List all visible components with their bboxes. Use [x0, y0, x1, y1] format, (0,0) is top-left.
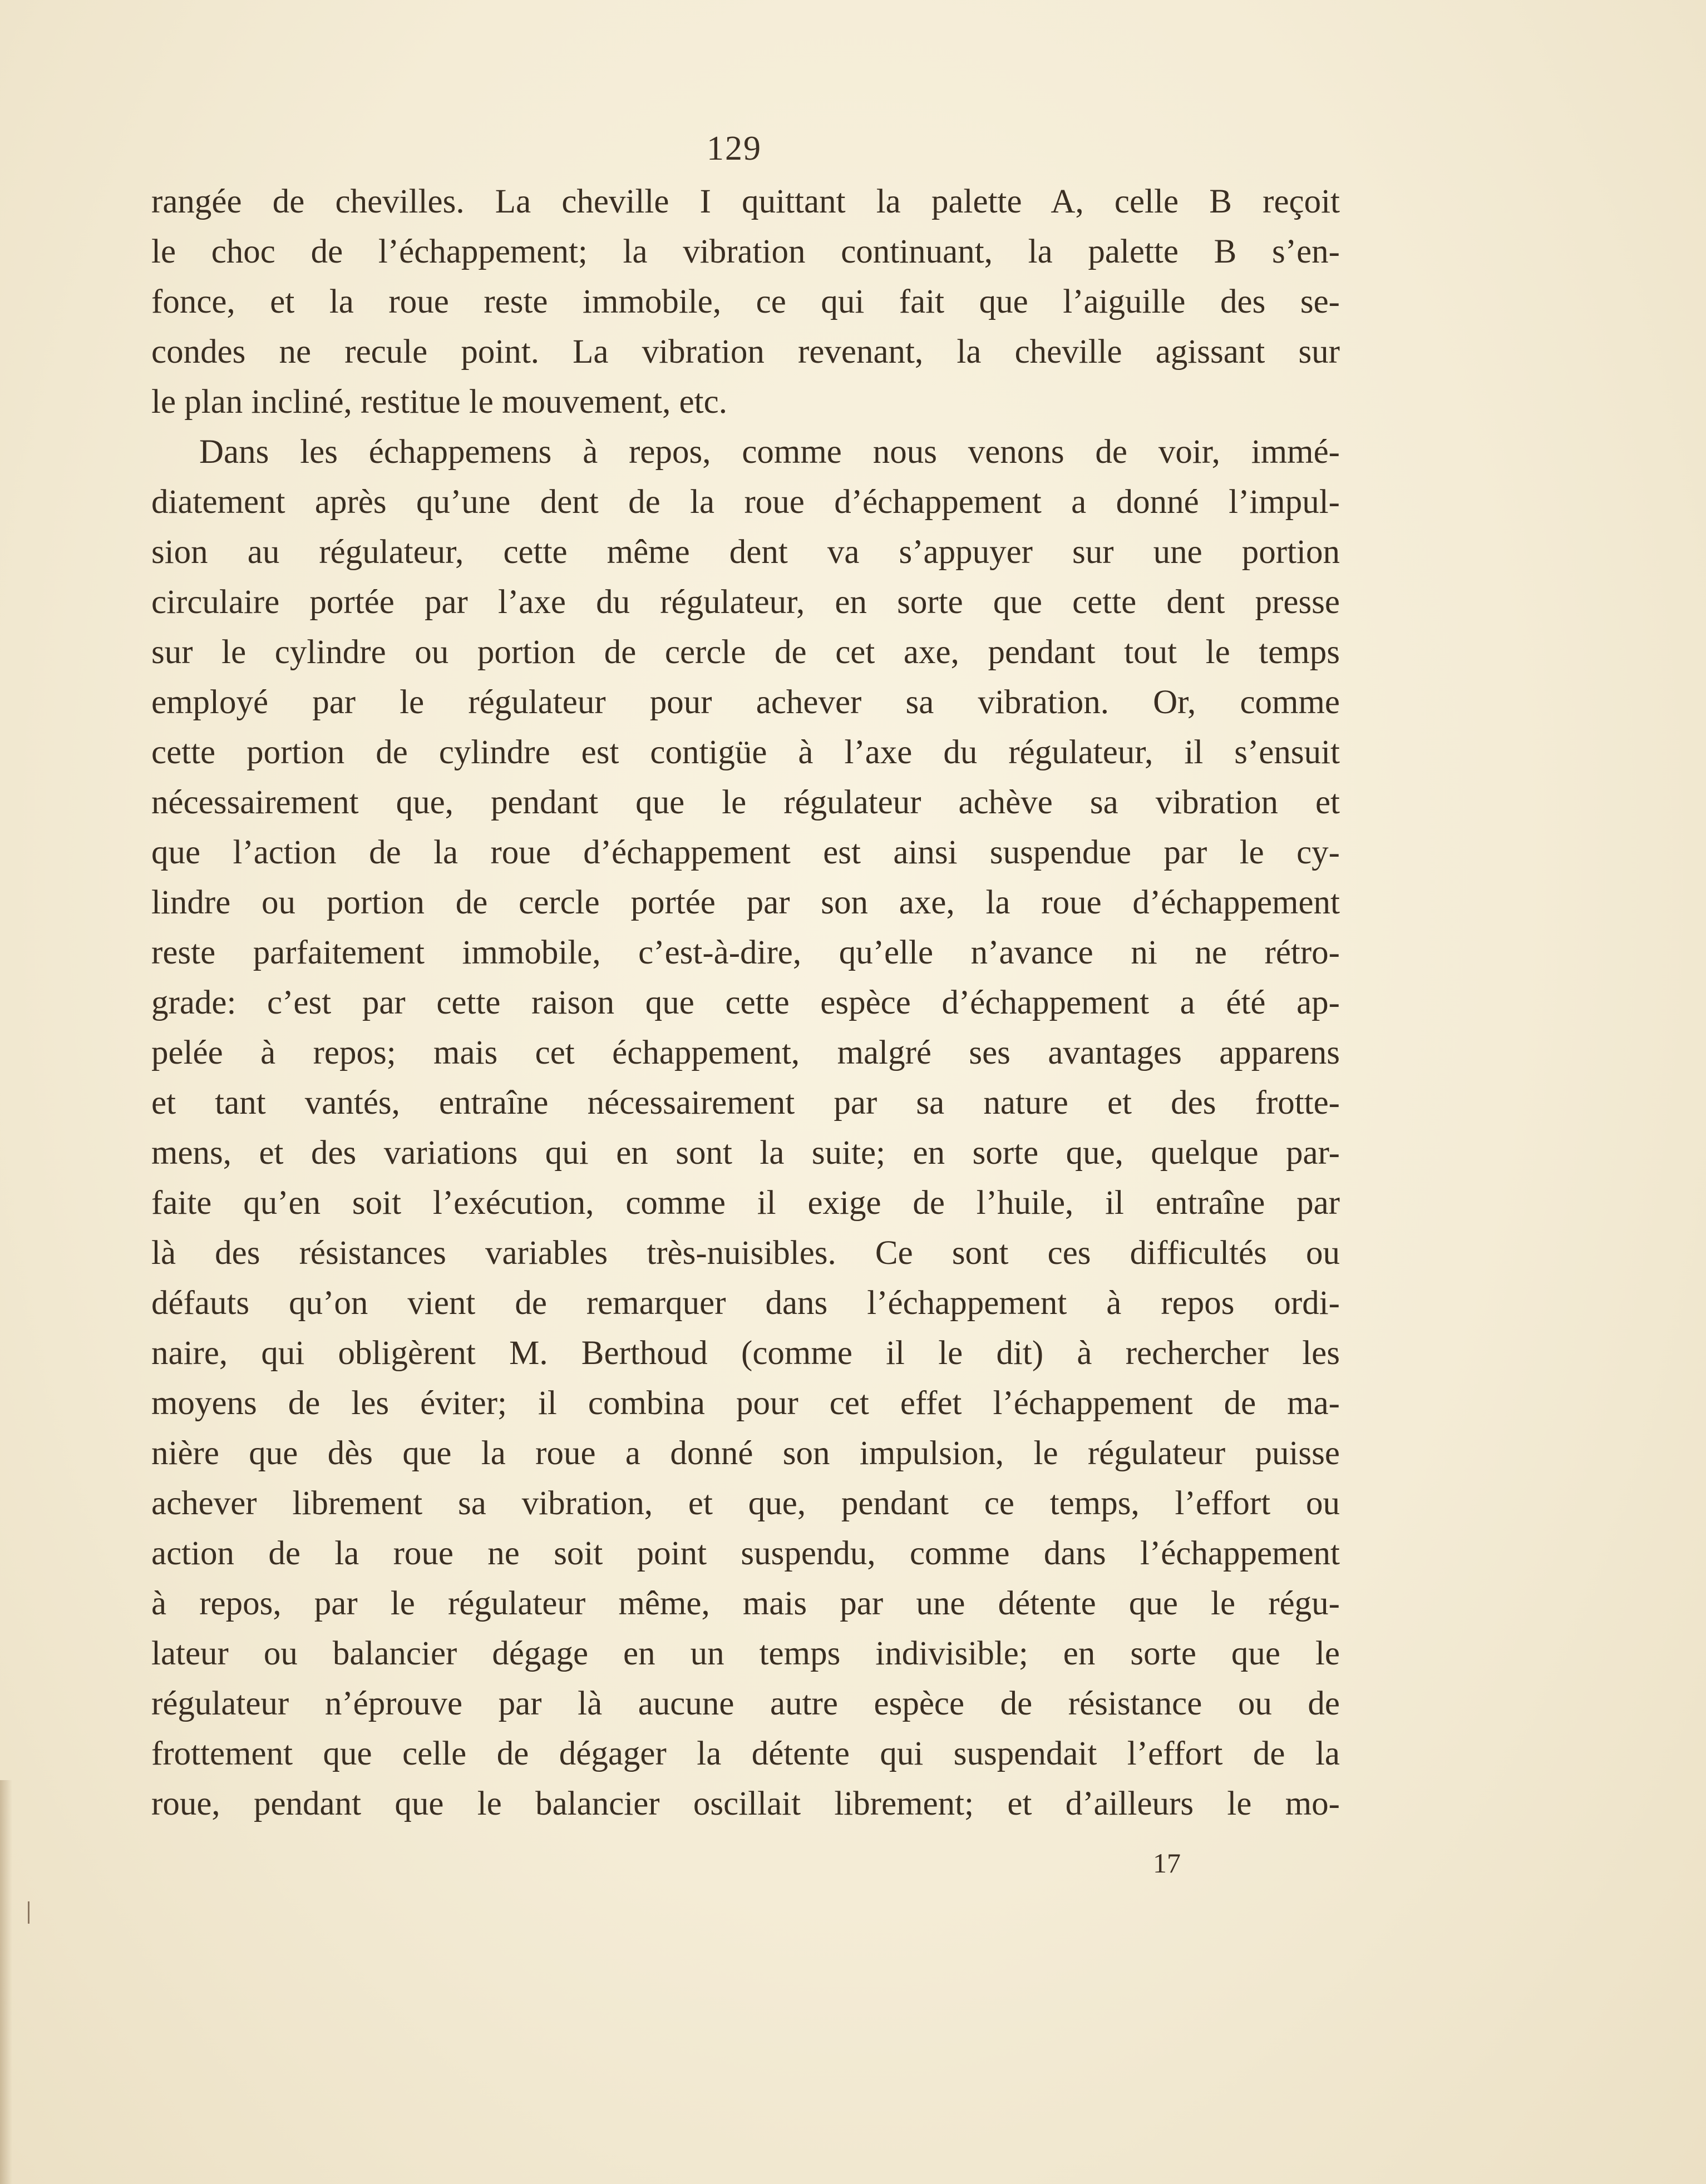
- text-line: lateur ou balancier dégage en un temps indivisible; en sorte que le: [151, 1635, 1340, 1672]
- text-line: pelée à repos; mais cet échappement, malgré ses avantages apparens: [151, 1034, 1340, 1071]
- text-line: lindre ou portion de cercle portée par son axe, la roue d’échappement: [151, 884, 1340, 921]
- text-line: grade: c’est par cette raison que cette espèce d’échappement a été ap-: [151, 984, 1340, 1021]
- text-line: sion au régulateur, cette même dent va s’appuyer sur une portion: [151, 533, 1340, 571]
- text-line: reste parfaitement immobile, c’est-à-dire, qu’elle n’avance ni ne rétro-: [151, 934, 1340, 971]
- signature-mark: 17: [1153, 1847, 1181, 1879]
- text-line: diatement après qu’une dent de la roue d’échappement a donné l’impul-: [151, 483, 1340, 521]
- text-line: nécessairement que, pendant que le régulateur achève sa vibration et: [151, 784, 1340, 821]
- text-line: mens, et des variations qui en sont la suite; en sorte que, quelque par-: [151, 1134, 1340, 1172]
- text-line: naire, qui obligèrent M. Berthoud (comme il le dit) à rechercher les: [151, 1335, 1340, 1372]
- text-line: le choc de l’échappement; la vibration continuant, la palette B s’en-: [151, 233, 1340, 270]
- text-line: cette portion de cylindre est contigüe à l’axe du régulateur, il s’ensuit: [151, 734, 1340, 771]
- text-line: condes ne recule point. La vibration revenant, la cheville agissant sur: [151, 333, 1340, 370]
- page-number: 129: [707, 130, 762, 167]
- text-line: roue, pendant que le balancier oscillait librement; et d’ailleurs le mo-: [151, 1785, 1340, 1822]
- text-line: que l’action de la roue d’échappement est ainsi suspendue par le cy-: [151, 834, 1340, 871]
- text-line: défauts qu’on vient de remarquer dans l’échappement à repos ordi-: [151, 1284, 1340, 1322]
- text-line: le plan incliné, restitue le mouvement, etc.: [151, 383, 727, 421]
- text-line: à repos, par le régulateur même, mais par une détente que le régu-: [151, 1585, 1340, 1622]
- text-line: fonce, et la roue reste immobile, ce qui fait que l’aiguille des se-: [151, 283, 1340, 320]
- body-text: [151, 177, 1340, 1829]
- text-line: faite qu’en soit l’exécution, comme il exige de l’huile, il entraîne par: [151, 1184, 1340, 1222]
- text-line: achever librement sa vibration, et que, pendant ce temps, l’effort ou: [151, 1485, 1340, 1522]
- text-line: action de la roue ne soit point suspendu, comme dans l’échappement: [151, 1535, 1340, 1572]
- text-line: et tant vantés, entraîne nécessairement par sa nature et des frotte-: [151, 1084, 1340, 1121]
- text-line: sur le cylindre ou portion de cercle de cet axe, pendant tout le temps: [151, 634, 1340, 671]
- text-line: frottement que celle de dégager la détente qui suspendait l’effort de la: [151, 1735, 1340, 1772]
- paragraph-start-line: Dans les échappemens à repos, comme nous venons de voir, immé-: [199, 433, 1340, 471]
- page-edge-shadow: [0, 1780, 12, 2184]
- text-line: employé par le régulateur pour achever sa vibration. Or, comme: [151, 684, 1340, 721]
- text-line: circulaire portée par l’axe du régulateur, en sorte que cette dent presse: [151, 584, 1340, 621]
- text-line: moyens de les éviter; il combina pour cet effet l’échappement de ma-: [151, 1385, 1340, 1422]
- margin-mark: [28, 1901, 29, 1924]
- text-line: nière que dès que la roue a donné son impulsion, le régulateur puisse: [151, 1435, 1340, 1472]
- text-line: là des résistances variables très-nuisibles. Ce sont ces difficultés ou: [151, 1234, 1340, 1272]
- text-line: régulateur n’éprouve par là aucune autre espèce de résistance ou de: [151, 1685, 1340, 1722]
- text-line: rangée de chevilles. La cheville I quittant la palette A, celle B reçoit: [151, 183, 1340, 220]
